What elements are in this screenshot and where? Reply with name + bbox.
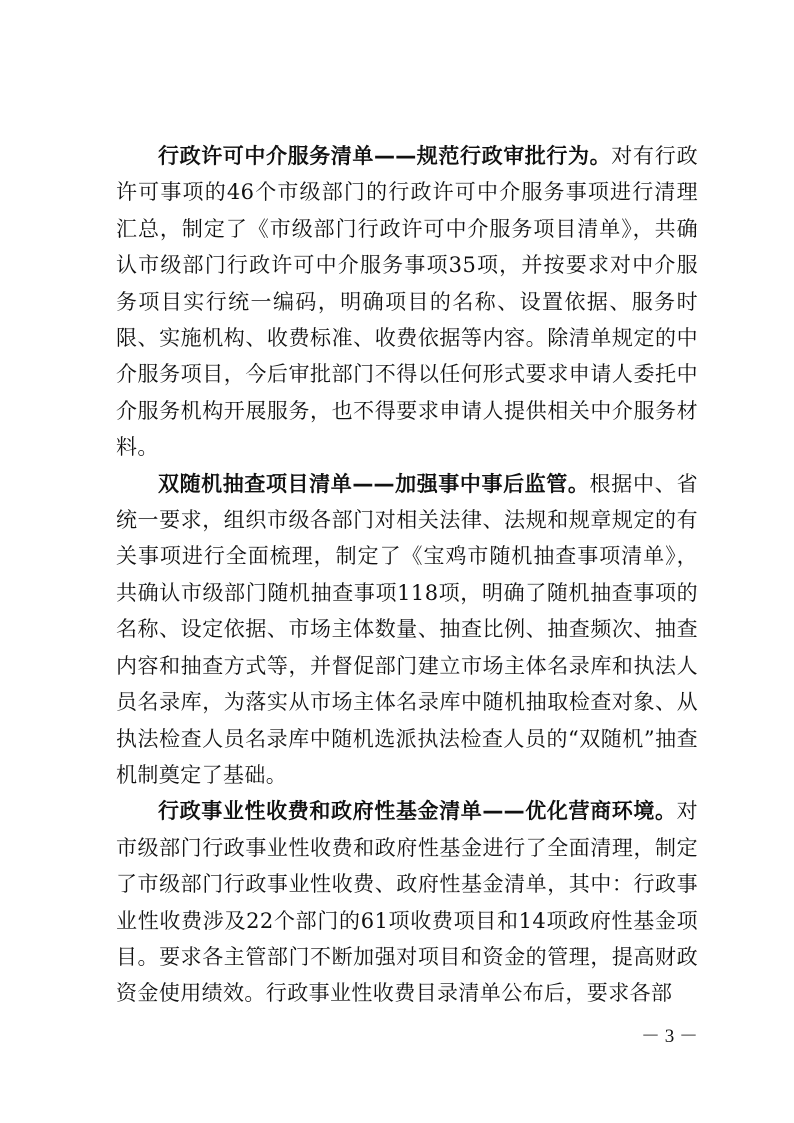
paragraph-heading: 行政许可中介服务清单——规范行政审批行为。 bbox=[158, 144, 612, 168]
paragraph-body: 对有行政许可事项的46个市级部门的行政许可中介服务事项进行清理汇总，制定了《市级部门行政许可中介服务项目清单》，共确认市级部门行政许可中介服务事项35项，并按要求对中介服务项目实行统一编码，明确项目的名称、设置依据、服务时限、实施机构、收费标准、收费依据等内容。除清单规定的中介服务项目，今后审批部门不得以任何形式要求申请人委托中介服务机构开展服务，也不得要求申请人提供相关中介服务材料。 bbox=[116, 144, 698, 460]
paragraph-fees-funds bbox=[116, 793, 698, 1011]
paragraph-body: 对市级部门行政事业性收费和政府性基金进行了全面清理，制定了市级部门行政事业性收费、政府性基金清单，其中：行政事业性收费涉及22个部门的61项收费项目和14项政府性基金项目。要求各主管部门不断加强对项目和资金的管理，提高财政资金使用绩效。行政事业性收费目录清单公布后，要求各部 bbox=[116, 799, 698, 1006]
body-text bbox=[116, 138, 698, 1012]
paragraph-heading: 双随机抽查项目清单——加强事中事后监管。 bbox=[158, 471, 590, 496]
paragraph-intermediary-services bbox=[116, 138, 698, 466]
paragraph-random-inspection bbox=[116, 466, 698, 794]
paragraph-body: 根据中、省统一要求，组织市级各部门对相关法律、法规和规章规定的有关事项进行全面梳理，制定了《宝鸡市随机抽查事项清单》，共确认市级部门随机抽查事项118项，明确了随机抽查事项的名称、设定依据、市场主体数量、抽查比例、抽查频次、抽查内容和抽查方式等，并督促部门建立市场主体名录库和执法人员名录库，为落实从市场主体名录库中随机抽取检查对象、从执法检查人员名录库中随机选派执法检查人员的“双随机”抽查机制奠定了基础。 bbox=[116, 471, 699, 787]
paragraph-heading: 行政事业性收费和政府性基金清单——优化营商环境。 bbox=[158, 799, 677, 824]
page-number: － 3 － bbox=[640, 1026, 698, 1047]
